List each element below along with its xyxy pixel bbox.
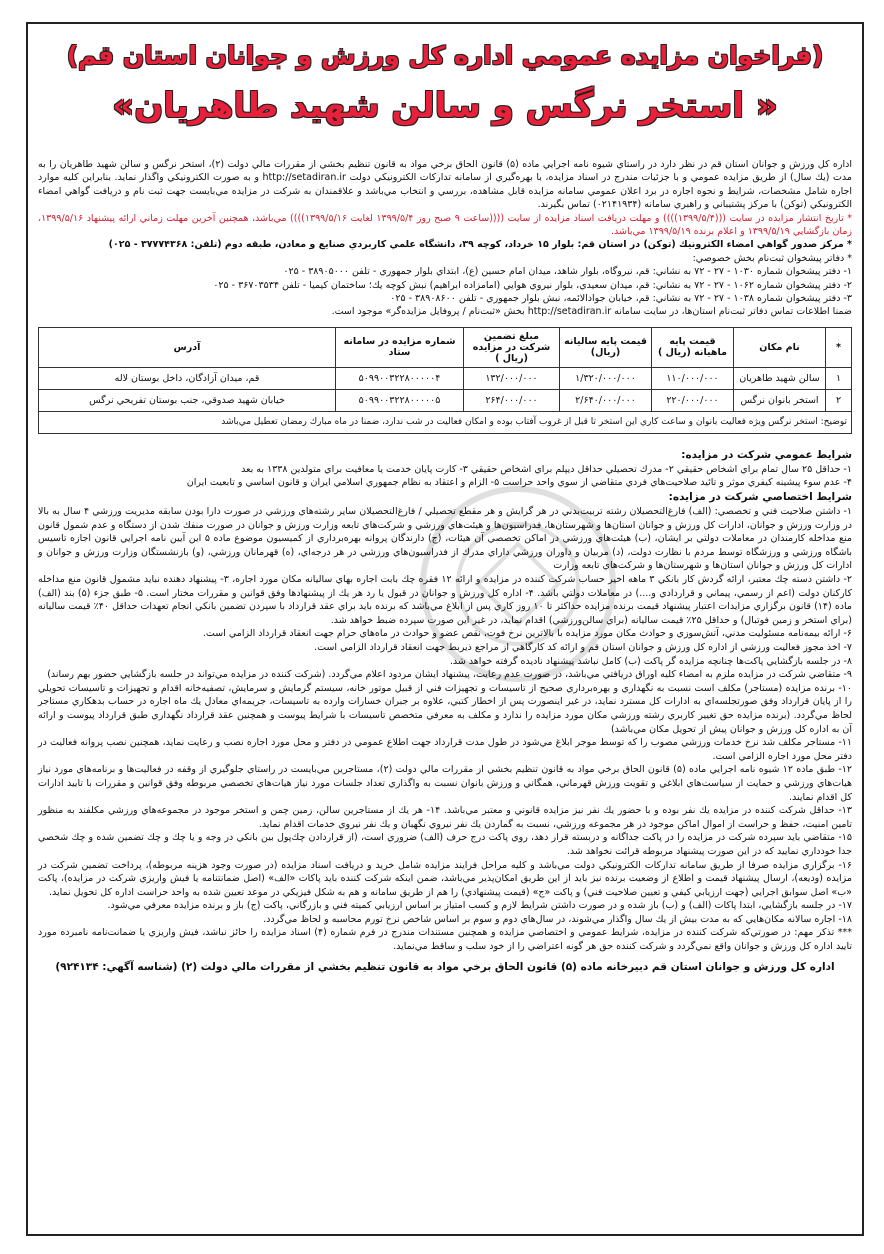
condition-item: ۱۱- مستاجر مكلف شد نرخ خدمات ورزشي مصوب را كه توسط موجر ابلاغ مي‌شود در طول مدت قرارداد جهت اطلاع عمومي در دفتر و محل مورد اجاره نصب و رعايت نمايد، همچنين نصب پروانه فعاليت در دفتر محل مورد اجاره الزامي است. (38, 737, 852, 762)
condition-item: ۱۵- متقاضي بايد سپرده شركت در مزايده را در پاكت جداگانه و دربسته قرار دهد، روي پاكت درج حرف (الف) ضروري است، (از قراردادن چك‌پول بين بانكي در وجه و يا چك و چك تضمين شده و چك شخصي جدا خودداري نماييد كه در اين صورت پيشنهاد مربوطه قرائت نخواهد شد. (38, 832, 852, 857)
col-yearly-price: قيمت پايه ساليانه (ريال) (560, 327, 652, 367)
col-guarantee: مبلغ تضمين شركت در مزايده (ريال ) (464, 327, 560, 367)
condition-item: ۱۰- برنده مزايده (مستاجر) مكلف است نسبت به نگهداري و بهره‌برداري صحيح از تاسيسات و تجهيزات فني از قبيل موتور خانه، سيستم گرمايش و سرمايش، تصفيه‌خانه اقدام و تجهيزات و تاسيسات تحويلي را از پايان قرارداد وفق صورتجلسه‌اي به ادارات كل مسترد نمايد، در غير اينصورت پس از اخطار كتبي، علاوه بر جبران خسارات وارده به تاسيسات، جريمه‌اي معادل يك ماه اجاره در حساب بدهكاري مستاجر لحاظ مي‌گردد. (برنده مزايده حق تغيير كاربري رشته ورزشي مكان مورد مزايده را ندارد و مكلف به معرفي متخصص تاسيسات با شرايط پيوست و همچنين عقد قرارداد نگهداري طبق قرارداد پيوست و ارائه آن به اداره كل ورزش و جوانان پيش از تحويل مكان مي‌باشد) (38, 682, 852, 735)
cell-address: خيابان شهيد صدوقي، جنب بوستان تفريحي نرگس (39, 389, 336, 411)
headline-main: « استخر نرگس و سالن شهيد طاهريان» (112, 86, 778, 126)
announcement-page (26, 22, 864, 1236)
token-center: * مركز صدور گواهي امضاء الكترونيك (توكن) در استان قم: بلوار ۱۵ خرداد، كوچه ۳۹، دانشگاه علمي كاربردي صنايع و معادن، طبقه دوم (تلفن: ۳۷۷۷۴۳۶۸ - ۰۲۵) (108, 239, 852, 251)
condition-item: ۴- عدم سوء پيشينه كيفري موثر و تائيد صلاحيت‌هاي فردي متقاضي از سوي واحد حراست ۵- الزام و اعتقاد به نظام جمهوري اسلامي ايران و قانون اساسي و تابعيت ايران (186, 477, 852, 489)
condition-item: ۶- ارائه بيمه‌نامه مسئوليت مدني، آتش‌سوزي و حوادث مكان مورد مزايده با بالاترين نرخ فوت، نقص عضو و حوادث در ماه‌هاي حرام جهت انعقاد قرارداد الزامي است. (202, 628, 852, 640)
office-item: ۲- دفتر پيشخوان شماره ۱۰۶۲ - ۲۷ - ۷۲ به نشاني: قم، ميدان سعيدي، بلوار نيروي هوايي (امامزاده ابراهيم) نبش كوچه يك؛ ساختمان كيميا - تلفن ۳۶۷۰۳۵۳۴ - ۰۲۵ (213, 279, 852, 291)
condition-item: ۱۷- در جلسه بازگشايي، ابتدا پاكات (الف) و (ب) باز شده و در صورت داشتن شرايط لازم و كسب امتياز بر اساس ارزيابي كميته فني و بازرگاني، پاكت (ج) باز و برنده مزايده معرفي مي‌شود. (107, 900, 852, 912)
conditions-section (38, 448, 852, 954)
condition-item: ۱۳- حداقل شركت كننده در مزايده يك نفر بوده و با حضور يك نفر نيز مزايده قانوني و معتبر مي‌باشد. ۱۴- هر يك از مستاجرين سالن، زمين چمن و استخر موجود در مجموعه‌هاي ورزشي مكلفند به منظور تامين امنيت، حفظ و حراست از اموال اماكن موجود در هر مجموعه ورزشي، نسبت به گماردن يك نفر نيروي نگهبان و يك نفر نيروي خدمات اقدام نمايد. (38, 805, 852, 830)
condition-item: ۱- حداقل ۲۵ سال تمام براي اشخاص حقيقي ۲- مدرك تحصيلي حداقل ديپلم براي اشخاص حقيقي ۳- كارت پايان خدمت يا معافيت براي متولدين ۱۳۳۸ به بعد (241, 463, 852, 475)
cell-address: قم، ميدان آزادگان، داخل بوستان لاله (39, 367, 336, 389)
condition-item: ۷- اخذ مجوز فعاليت ورزشي از اداره كل ورزش و جوانان استان قم و ارائه كد كارگاهي از مراجع ذيربط جهت انعقاد قرارداد الزامي است. (314, 642, 852, 653)
cell-yearly: ۲/۶۴۰/۰۰۰/۰۰۰ (560, 389, 652, 411)
cell-number: ۵۰۹۹۰۰۳۲۲۸۰۰۰۰۰۵ (336, 389, 464, 411)
headline-top: (فراخوان مزایده عمومي اداره كل ورزش و جوانان استان قم) (66, 41, 824, 70)
condition-item: ۲- داشتن دسته چك معتبر، ارائه گردش كار بانكي ۳ ماهه اخير حساب شركت كننده در مزايده و ارائه ۱۲ فقره چك بابت اجاره بهاي ساليانه مكان مورد اجاره، ۳- پيشنهاد دهنده نبايد مشمول قانون منع مداخله كاركنان دولت (اعم از رسمي، پيماني و قراردادي و....) در معاملات دولتي باشد. ۴- اداره كل ورزش و جوانان در قبول يا رد هر يك از پيشنهادها وفق قوانين و مقررات مختار است. ۵- طبق جزء (۵) بند (الف) ماده (۱۴) قانون برگزاري مزايدات اعتبار پيشنهاد قيمت برنده مزايده حداكثر تا ۱۰ روز كاري پس از ابلاغ مي‌باشد كه برنده بايد براي عقد قرارداد با سپردن تضمين بانكي انجام تعهدات حداقل ۴۰٪ قيمت ساليانه (براي استخر و زمين فوتبال) و حداقل ۲۵٪ قيمت ساليانه (براي سالن‌ورزشي) اقدام نمايد، در غير اين صورت سپرده ضبط خواهد شد. (38, 574, 853, 626)
general-conditions-title: شرايط عمومي شركت در مزايده: (681, 448, 852, 461)
condition-item: ۱۶- برگزاري مزايده صرفا از طريق سامانه تداركات الكترونيكي دولت مي‌باشد و كليه مراحل فرايند مزايده شامل خريد و دريافت اسناد مزايده (در صورت وجود هزينه مربوطه)، پرداخت تضمين شركت در مزايده (وديعه)، ارسال پيشنهاد قيمت و اطلاع از وضعيت برنده نيز بايد از اين طريق امكان‌پذير مي‌باشد، ضمن اينكه شركت كننده بايد پاكات «الف» (اصل ضمانتنامه يا فيش واريزي شركت در مزايده)، پاكت «ب» اصل سوابق اجرايي (جهت ارزيابي كيفي و تعيين صلاحيت فني) و پاكت «ج» (قيمت پيشنهادي) را هم از طريق سامانه و هم به شكل فيزيكي در موعد تعيين شده به واحد حراست اداره كل تحويل نمايد. (38, 859, 852, 898)
condition-item: ۱۲- طبق ماده ۱۲ شيوه نامه اجرايي ماده (۵) قانون الحاق برخي مواد به قانون تنظيم بخشي از مقررات مالي دولت (۲)، مستاجرين مي‌بايست در راستاي جلوگيري از وقفه در فعاليت‌ها و برنامه‌هاي مورد نياز هيات‌هاي ورزشي و حمايت از سياست‌هاي ابلاغي و تقويت ورزش قهرماني، همگاني و ورزش بانوان نسبت به واگذاري تعداد جلسات مورد نياز هيات‌هاي تخصصي مربوطه وفق قوانين و مقررات با تاييد ادارات كل اقدام نمايند. (38, 764, 853, 803)
cell-number: ۵۰۹۹۰۰۳۲۲۸۰۰۰۰۰۴ (336, 367, 464, 389)
table-row (39, 389, 852, 411)
col-address: آدرس (39, 327, 336, 367)
cell-place: سالن شهيد طاهريان (734, 367, 826, 389)
condition-item: ۹- متقاضي شركت در مزايده ملزم به امضاء كليه اوراق دريافتي مي‌باشد، در صورت عدم رعايت، پيشنهاد ايشان مردود اعلام مي‌گردد. (شركت كننده در مزايده مي‌تواند در جلسه بازگشايي حضور بهم رساند) (47, 669, 852, 681)
condition-item: ۱- داشتن صلاحيت فني و تخصصي: (الف) فارغ‌التحصيلان رشته تربيت‌بدني در هر گرايش و هر مقطع تحصيلي / فارغ‌التحصيلان ساير رشته‌هاي ورزشي در صورت دارا بودن سابقه مديريت ورزشي ۴ سال به بالا در وزارت ورزش و جوانان، ادارات كل ورزش و جوانان استان‌ها و شهرستان‌ها، فدراسيون‌ها و هيئت‌هاي ورزشي و شركت‌هاي تابعه وزارت ورزش و جوانان در صورت منفك شدن از دستگاه و عدم شمول قانون منع مداخله كارمندان در معاملات دولتي بر ايشان، (ب) هيئت‌هاي ورزشي در اماكن تخصصي آن هيئات، (ج) دارندگان پروانه بهره‌برداري از كميسيون موضوع ماده ۵ اين آيين نامه اجرايي قانون اجازه تاسيس باشگاه ورزشي و ورزشگاه توسط مردم با نظارت دولت، (د) مربيان و داوران ورزشي داراي مدرك از فدراسيون‌هاي ورزشي در هر درجه‌اي، (ه) قهرمانان ورزشي، (و) بازنشستگان وزارت ورزش و جوانان و ادارات كل ورزش و جوانان استان‌ها و شهرستان‌ها و شركت‌هاي تابعه وزارت (38, 506, 853, 572)
condition-item: ۸- در جلسه بازگشايي پاكت‌ها چنانچه مزايده گر پاكت (ب) كامل نباشد پيشنهاد ناديده گرفته خواهد شد. (449, 655, 852, 667)
table-note: توضيح: استخر نرگس ويژه فعاليت بانوان و ساعت كاري اين استخر تا قبل از غروب آفتاب بوده و امكان فعاليت در شب ندارد، ضمنا در ماه مبارك رمضان تعطيل مي‌باشد (39, 411, 852, 433)
intro-section (38, 158, 852, 319)
deadline-paragraph: * تاريخ انتشار مزايده در سايت (((۱۳۹۹/۵/۴)))) و مهلت دريافت اسناد مزايده از سايت ((((ساعت ۹ صبح روز ۱۳۹۹/۵/۴ لغايت ۱۳۹۹/۵/۱۶)))) مي‌باشد، همچنين آخرين مهلت زماني ارائه پيشنهاد ۱۳۹۹/۵/۱۶، زمان بازگشايي ۱۳۹۹/۵/۱۹ و اعلام برنده ۱۳۹۹/۵/۱۹ مي‌باشد. (38, 212, 852, 238)
cell-index: ۲ (826, 389, 852, 411)
cell-monthly: ۱۱۰/۰۰۰/۰۰۰ (652, 367, 734, 389)
cell-guarantee: ۱۳۲/۰۰۰/۰۰۰ (464, 367, 560, 389)
table-note-row (39, 411, 852, 433)
footer-signature: اداره كل ورزش و جوانان استان قم دبيرخانه ماده (۵) قانون الحاق برخي مواد به قانون تنظيم بخشي از مقررات مالي دولت (۲) (شناسه آگهي: ۹۲۴۱۳۴) (55, 960, 835, 973)
offices-title: * دفاتر پيشخوان ثبت‌نام بخش خصوصي: (692, 252, 852, 264)
cell-index: ۱ (826, 367, 852, 389)
office-item: ۱- دفتر پيشخوان شماره ۱۰۳۰ - ۲۷ - ۷۲ به نشاني: قم، نيروگاه، بلوار شاهد، ميدان امام حسين (ع)، ابتداي بلوار جمهوري - تلفن ۳۸۹۰۵۰۰۰ - ۰۲۵ (283, 266, 852, 278)
auction-table (38, 327, 852, 434)
col-place-name: نام مكان (734, 327, 826, 367)
office-contact-note: ضمنا اطلاعات تماس دفاتر ثبت‌نام استان‌ها، در سايت سامانه http://setadiran.ir بخش «ثبت‌نام / پروفايل مزايده‌گر» موجود است. (331, 306, 852, 318)
col-index: * (826, 327, 852, 367)
cell-place: استخر بانوان نرگس (734, 389, 826, 411)
table-row (39, 367, 852, 389)
col-monthly-price: قيمت پايه ماهيانه (ريال ) (652, 327, 734, 367)
col-auction-number: شماره مزايده در سامانه ستاد (336, 327, 464, 367)
table-header-row (39, 327, 852, 367)
condition-item: ۱۸- اجاره سالانه مكان‌هايي كه به مدت بيش از يك سال واگذار مي‌شوند، در سال‌هاي دوم و سوم بر اساس شاخص نرخ تورم محاسبه و لحاظ مي‌گردد. (263, 913, 852, 925)
cell-guarantee: ۲۶۴/۰۰۰/۰۰۰ (464, 389, 560, 411)
important-note: *** تذكر مهم: در صورتي‌كه شركت كننده در مزايده، شرايط عمومي و اختصاصي مزايده و همچنين مستندات مندرج در فرم شماره (۴) اسناد مزايده را حائز نباشد، فيش واريزي يا ضمانت‌نامه نامبرده مورد تاييد اداره كل ورزش و جوانان واقع نمي‌گردد و شركت كننده حق هر گونه اعتراضي را از خود سلب و ساقط مي‌نمايد. (38, 927, 852, 953)
office-item: ۳- دفتر پيشخوان شماره ۱۰۳۸ - ۲۷ - ۷۲ به نشاني: قم، خيابان جوادالائمه، نبش بلوار جمهوري - تلفن ۳۸۹۰۸۶۰۰ - ۰۲۵ (390, 293, 852, 305)
cell-yearly: ۱/۳۲۰/۰۰۰/۰۰۰ (560, 367, 652, 389)
intro-paragraph: اداره كل ورزش و جوانان استان قم در نظر دارد در راستاي شيوه نامه اجرايي ماده (۵) قانون الحاق برخي مواد به قانون تنظيم بخشي از مقررات مالي دولت (۲)، استخر نرگس و سالن شهيد طاهريان را به مدت (يك سال) از طريق مزايده عمومي و با جزئيات مندرج در اسناد مزايده، با بهره‌گيري از سامانه تداركات الكترونيكي دولت http://setadiran.ir و به صورت الكترونيكي واگذار نمايد. بنابراين كليه موارد اجاره شامل مشخصات، شرايط و نحوه اجاره در برد اعلان عمومي سامانه مزايده قابل مشاهده، بررسي و انتخاب مي‌باشد و علاقمندان به شركت در مزايده مي‌بايست جهت ثبت نام و دريافت گواهي امضاء الكترونيكي (توكن) با مركز پشتيباني و راهبري سامانه (۰۲۱۴۱۹۳۴) تماس بگيرند. (38, 159, 852, 211)
cell-monthly: ۲۲۰/۰۰۰/۰۰۰ (652, 389, 734, 411)
special-conditions-title: شرايط اختصاصي شركت در مزايده: (668, 491, 852, 504)
